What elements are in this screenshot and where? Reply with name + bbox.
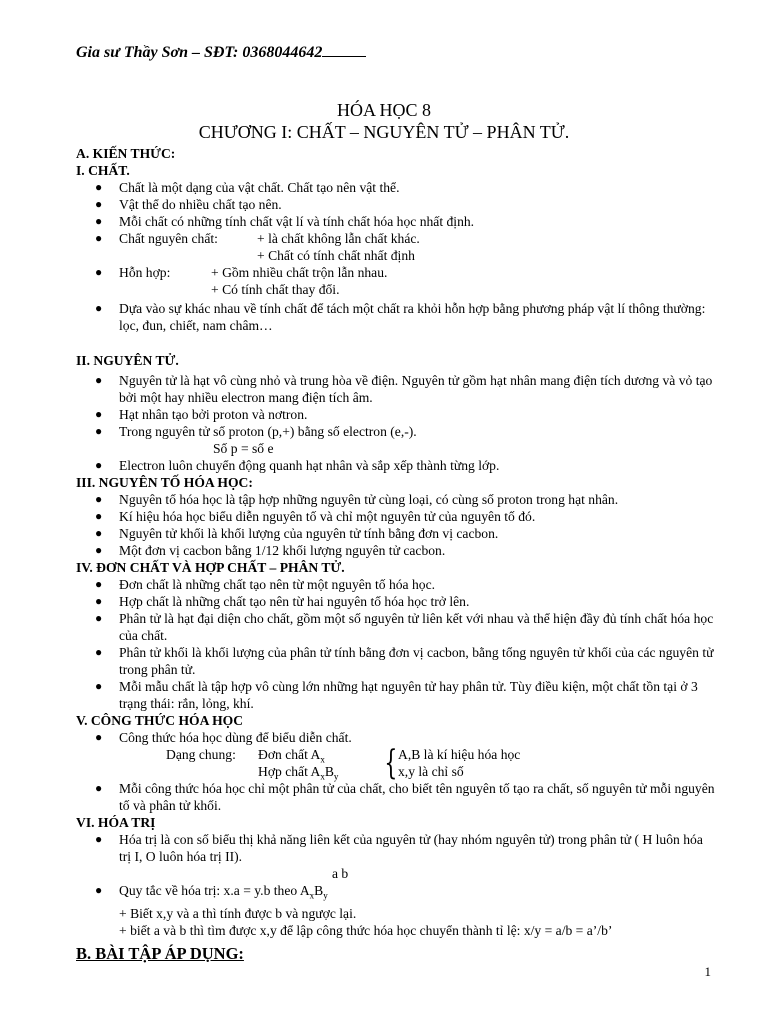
list-item <box>76 508 716 525</box>
list-item-text: + Gồm nhiều chất trộn lẫn nhau. <box>211 265 388 280</box>
list-item-continuation <box>76 905 716 922</box>
list-item <box>76 678 716 712</box>
list-item-text: Kí hiệu hóa học biểu diễn nguyên tố và chỉ một nguyên tử của nguyên tố đó. <box>119 509 536 524</box>
list-item-text: Phân tử là hạt đại diện cho chất, gồm một số nguyên tử liên kết với nhau và thể hiện đầy đủ tính chất hóa học của chất. <box>119 611 714 643</box>
bullet-icon: ● <box>95 231 103 245</box>
section-a-heading: A. KIẾN THỨC: <box>76 146 176 161</box>
list-item <box>76 179 716 196</box>
list-item-text: Một đơn vị cacbon bằng 1/12 khối lượng nguyên tử cacbon. <box>119 543 446 558</box>
list-item <box>76 610 716 644</box>
list-item-text: Dựa vào sự khác nhau về tính chất để tách một chất ra khỏi hỗn hợp bằng phương pháp vật lí thông thường: lọc, đun, chiết, nam châm… <box>119 301 706 333</box>
section-3-heading: III. NGUYÊN TỐ HÓA HỌC: <box>76 475 253 490</box>
list-item-text: + Chất có tính chất nhất định <box>257 248 415 263</box>
bullet-icon: ● <box>95 424 103 438</box>
list-item-text: Hỗn hợp: <box>119 265 171 280</box>
list-item <box>76 423 716 440</box>
compound-formula: Hợp chất $A_xB_y$ <box>258 764 339 782</box>
bullet-icon: ● <box>95 543 103 557</box>
formula-label: Dạng chung: <box>166 747 236 762</box>
bullet-icon: ● <box>95 373 103 387</box>
bullet-icon: ● <box>95 611 103 625</box>
list-item <box>76 780 716 814</box>
bullet-icon: ● <box>95 301 103 315</box>
list-item-text: Hạt nhân tạo bởi proton và nơtron. <box>119 407 308 422</box>
list-item-text: Công thức hóa học dùng để biểu diễn chất. <box>119 730 352 745</box>
bullet-icon: ● <box>95 265 103 279</box>
list-item <box>76 230 716 247</box>
list-item-text: + biết a và b thì tìm được x,y để lập công thức hóa học chuyển thành tỉ lệ: x/y = a/b = a’/b’ <box>119 922 613 938</box>
general-formula-2 <box>76 763 716 780</box>
list-item-text: Nguyên tử là hạt vô cùng nhỏ và trung hòa về điện. Nguyên tử gồm hạt nhân mang điện tích dương và vỏ tạo bởi một hay nhiều electron mang điện tích âm. <box>119 373 713 405</box>
section-6-heading: VI. HÓA TRỊ <box>76 815 156 830</box>
page-number: 1 <box>704 964 711 979</box>
list-item <box>76 196 716 213</box>
list-item-continuation <box>76 440 716 457</box>
list-item <box>76 525 716 542</box>
list-item: ● Quy tắc về hóa trị: x.a = y.b theo $A_xB_y$ <box>95 883 328 901</box>
section-2-heading: II. NGUYÊN TỬ. <box>76 353 179 368</box>
list-item-text: Mỗi công thức hóa học chỉ một phân tử của chất, cho biết tên nguyên tố tạo ra chất, số nguyên tử mỗi nguyên tố và phân tử khối. <box>119 781 715 813</box>
valence-label-text: a b <box>332 866 349 881</box>
list-item-text: Mỗi mẫu chất là tập hợp vô cùng lớn những hạt nguyên tử hay phân tử. Tùy điều kiện, một chất tồn tại ở 3 trạng thái: rắn, lỏng, khí. <box>119 679 698 711</box>
bullet-icon: ● <box>95 883 103 897</box>
list-item <box>76 831 716 865</box>
bullet-icon: ● <box>95 458 103 472</box>
list-item <box>76 576 716 593</box>
list-item-text: Chất nguyên chất: <box>119 231 218 246</box>
list-item-text: Quy tắc về hóa trị: x.a = y.b theo <box>119 883 298 898</box>
list-item <box>76 406 716 423</box>
list-item-text: Hóa trị là con số biểu thị khả năng liên kết của nguyên tử (hay nhóm nguyên tử) trong phân tử ( H luôn hóa trị I, O luôn hóa trị II). <box>119 832 703 864</box>
list-item <box>76 491 716 508</box>
valence-labels <box>76 865 716 882</box>
bullet-icon: ● <box>95 180 103 194</box>
list-item-text: + Biết x,y và a thì tính được b và ngược lại. <box>119 905 357 921</box>
formula-text: Số p = số e <box>213 441 274 456</box>
section-1-heading: I. CHẤT. <box>76 163 130 178</box>
bullet-icon: ● <box>95 407 103 421</box>
bullet-icon: ● <box>95 679 103 693</box>
formula-text: Đơn chất A <box>258 747 321 762</box>
list-item <box>76 372 716 406</box>
bullet-icon: ● <box>95 594 103 608</box>
list-item-text: + là chất không lẫn chất khác. <box>257 231 420 246</box>
bullet-icon: ● <box>95 197 103 211</box>
list-item <box>76 264 716 281</box>
section-5-heading: V. CÔNG THỨC HÓA HỌC <box>76 713 244 728</box>
brace-icon: { <box>384 743 398 783</box>
list-item-text: Mỗi chất có những tính chất vật lí và tính chất hóa học nhất định. <box>119 214 475 229</box>
bullet-icon: ● <box>95 214 103 228</box>
header-underline <box>322 42 366 57</box>
list-item <box>76 213 716 230</box>
list-item-continuation <box>76 281 716 298</box>
subject-title: HÓA HỌC 8 <box>336 100 431 120</box>
section-b-heading: B. BÀI TẬP ÁP DỤNG: <box>76 944 244 963</box>
list-item-text: Electron luôn chuyển động quanh hạt nhân và sắp xếp thành từng lớp. <box>119 458 500 473</box>
bullet-icon: ● <box>95 645 103 659</box>
list-item-text: Nguyên tử khối là khối lượng của nguyên tử tính bằng đơn vị cacbon. <box>119 526 499 541</box>
list-item-text: + Có tính chất thay đổi. <box>211 282 340 297</box>
document-body <box>76 145 716 939</box>
bullet-icon: ● <box>95 730 103 744</box>
list-item <box>76 542 716 559</box>
list-item-continuation <box>76 247 716 264</box>
bullet-icon: ● <box>95 832 103 846</box>
bullet-icon: ● <box>95 577 103 591</box>
list-item-text: Vật thể do nhiều chất tạo nên. <box>119 197 282 212</box>
simple-substance-formula: Đơn chất $A_x$ <box>258 747 325 765</box>
bullet-icon: ● <box>95 509 103 523</box>
list-item-text: Trong nguyên tử số proton (p,+) bằng số electron (e,-). <box>119 424 417 439</box>
list-item-text: Hợp chất là những chất tạo nên từ hai nguyên tố hóa học trở lên. <box>119 594 470 609</box>
tutor-contact: Gia sư Thầy Sơn – SĐT: 0368044642 <box>76 44 323 61</box>
bullet-icon: ● <box>95 781 103 795</box>
section-4-heading: IV. ĐƠN CHẤT VÀ HỢP CHẤT – PHÂN TỬ. <box>76 560 345 575</box>
formula-text: Hợp chất A <box>258 764 321 779</box>
list-item <box>76 457 716 474</box>
bullet-icon: ● <box>95 492 103 506</box>
tutor-header <box>76 42 366 62</box>
chapter-title: CHƯƠNG I: CHẤT – NGUYÊN TỬ – PHÂN TỬ. <box>198 122 570 142</box>
list-item <box>76 644 716 678</box>
formula-note: x,y là chỉ số <box>398 764 464 779</box>
list-item <box>76 593 716 610</box>
list-item-continuation <box>76 922 716 939</box>
bullet-icon: ● <box>95 526 103 540</box>
list-item-text: Đơn chất là những chất tạo nên từ một nguyên tố hóa học. <box>119 577 436 592</box>
list-item-text: Phân tử khối là khối lượng của phân tử tính bằng đơn vị cacbon, bằng tổng nguyên tử khối của các nguyên tử trong phân tử. <box>119 645 714 677</box>
formula-note: A,B là kí hiệu hóa học <box>398 747 521 762</box>
list-item <box>76 300 716 334</box>
list-item-text: Nguyên tố hóa học là tập hợp những nguyên tử cùng loại, có cùng số proton trong hạt nhân. <box>119 492 619 507</box>
list-item-text: Chất là một dạng của vật chất. Chất tạo nên vật thể. <box>119 180 400 195</box>
